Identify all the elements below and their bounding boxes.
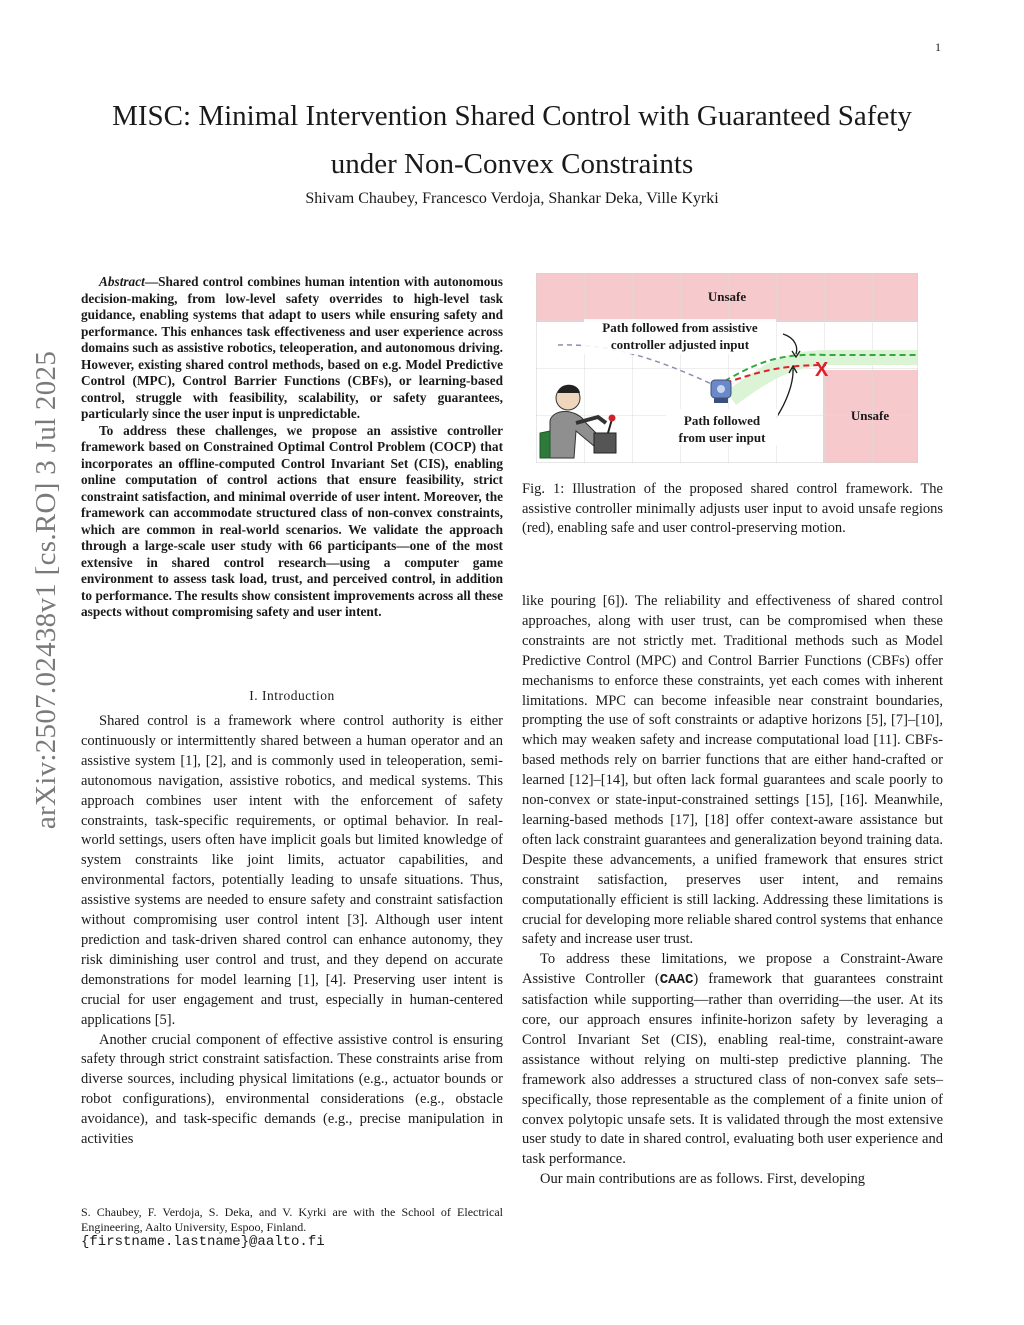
intro-paragraph-1: Shared control is a framework where control authority is either continuously or intermittently shared between a human operator and an assistive system [1], [2], and is commonly used in teleoperation, semi-autonomous navigation, assistive robotics, and medical systems. This approach combines user intent with the enforcement of safety constraints, task-specific requirements, or optimal behavior. In real-world settings, users often have implicit goals but limited knowledge of system constraints like joint limits, actuator capabilities, and environmental factors, potentially leading to unsafe situations. Thus, assistive systems are needed to ensure safety and constraint satisfaction without compromising user control intent [3]. Although user intent prediction and task-driven shared control can enhance autonomy, they risk diminishing user control and trust, and they depend on accurate demonstrations for model learning [1], [4]. Preserving user intent is crucial for user engagement and trust, especially in human-centered applications [5].	[81, 713, 503, 1028]
figure-1-illustration	[536, 273, 918, 463]
unsafe-top-label: Unsafe	[707, 289, 747, 304]
footnote-text: S. Chaubey, F. Verdoja, S. Deka, and V. Kyrki are with the School of Electrical Engineering, Aalto University, Espoo, Finland.	[81, 1205, 503, 1234]
author-email: {firstname.lastname}@aalto.fi	[81, 1234, 325, 1251]
assist-path-label-line-2: controller adjusted input	[610, 337, 750, 352]
unsafe-right-label: Unsafe	[850, 408, 890, 423]
abstract-paragraph-2: To address these challenges, we propose an assistive controller framework based on Constrained Optimal Control Problem (COCP) that incorporates an offline-computed Control Invariant Set (CIS), enabling online computation of control actions that ensure feasibility, strict constraint satisfaction, and minimal override of user intent. Moreover, the framework can accommodate structured class of non-convex constraints, which are common in real-world scenarios. We validate the approach through a large-scale user study with 66 participants—one of the most extensive in shared control research—using a computer game environment to assess task load, trust, and perceived control, in addition to performance. The results show consistent improvements across all these aspects without compromising safety and user intent.	[81, 422, 503, 619]
crash-cross-icon: X	[815, 359, 829, 381]
user-path-label-line-1: Path followed	[683, 413, 761, 428]
paper-title: MISC: Minimal Intervention Shared Control with Guaranteed Safety under Non-Convex Constraints	[112, 100, 912, 180]
abstract-text-1: —Shared control combines human intention with autonomous decision-making, from low-level safety overrides to high-level task guidance, enabling systems that adapt to users while ensuring safety and performance. This enhances task effectiveness and user experience across domains such as assistive robotics, teleoperation, and autonomous driving. However, existing shared control methods, based on e.g. Model Predictive Control (MPC), Control Barrier Functions (CBFs), or learning-based control, struggle with feasibility, scalability, or safety guarantees, particularly since the user input is unpredictable.	[81, 274, 503, 421]
right-paragraph-1: like pouring [6]). The reliability and effectiveness of shared control approaches, along with user trust, can be compromised when these constraints are not strictly met. Traditional methods such as Model Predictive Control (MPC) and Control Barrier Functions (CBFs) offer mechanisms to enforce these constraints, yet each comes with inherent limitations. MPC can become infeasible near constraint boundaries, prompting the use of soft constraints or adaptive horizons [5], [7]–[10], which may weaken safety and increase computational load [11]. CBFs-based methods rely on barrier functions that are either hand-crafted or learned [12]–[14], but often lack formal guarantees and scale poorly to non-convex or state-input-constrained settings [15], [16]. Meanwhile, learning-based methods [17], [18] offer context-aware assistance but often lack constraint guarantees and generalization beyond training data. Despite these advancements, a unified framework that ensures strict constraint satisfaction, preserves user intent, and remains computationally efficient is still lacking. Addressing these limitations is crucial for developing more reliable shared control systems that enhance safety and increase user trust.	[522, 593, 943, 948]
figure-1-caption: Fig. 1: Illustration of the proposed shared control framework. The assistive controller minimally adjusts user input to avoid unsafe regions (red), enabling safe and user control-preserving motion.	[522, 481, 943, 536]
abstract	[81, 274, 503, 621]
user-path-label-line-2: from user input	[678, 430, 766, 445]
right-column-body	[522, 592, 943, 1190]
arxiv-stamp: arXiv:2507.02438v1 [cs.RO] 3 Jul 2025	[30, 350, 62, 830]
caac-rest-text: ) framework that guarantees constraint satisfaction while supporting—rather than overriding—the user. At its core, our approach ensures infinite-horizon safety by leveraging a Control Invariant Set (CIS), enabling real-time, constraint-aware assistance without relying on multi-step predictive planning. The framework also addresses a structured class of non-convex safe sets–specifically, those representable as the complement of a finite union of convex polytopic unsafe sets. It is validated through the most extensive user study to date in shared control, evaluating both user experience and task performance.	[522, 971, 943, 1168]
right-paragraph-3: Our main contributions are as follows. First, developing	[540, 1171, 865, 1188]
author-list: Shivam Chaubey, Francesco Verdoja, Shankar Deka, Ville Kyrki	[305, 190, 719, 207]
introduction-body	[81, 712, 503, 1150]
right-paragraph-2	[522, 950, 943, 1170]
robot-icon	[711, 380, 731, 403]
intro-paragraph-2: Another crucial component of effective assistive control is ensuring safety through strict constraint satisfaction. These constraints arise from diverse sources, including physical limitations (e.g., actuator bounds or robot configurations), environmental considerations (e.g., obstacle avoidance), and task-specific demands (e.g., precise manipulation in activities	[81, 1031, 503, 1148]
assist-path-label-line-1: Path followed from assistive	[602, 320, 758, 335]
caac-intro-text: To address these limitations, we propose a Constraint-Aware Assistive Controller (	[522, 951, 943, 988]
page-number: 1	[935, 40, 941, 54]
abstract-lead: Abstract	[99, 274, 145, 289]
caac-abbreviation: CAAC	[659, 972, 694, 989]
section-heading-introduction: I. Introduction	[249, 688, 335, 703]
affiliation-footnote	[81, 1205, 503, 1250]
abstract-paragraph-1	[81, 274, 503, 423]
